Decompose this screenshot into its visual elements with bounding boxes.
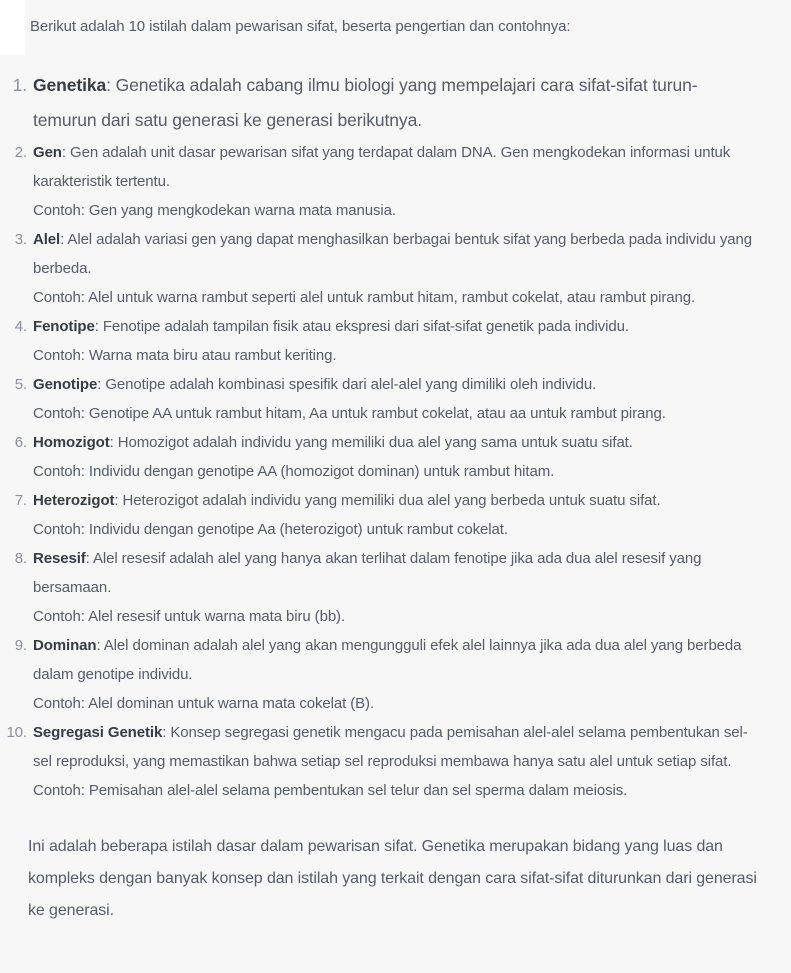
terms-list [0,68,791,805]
list-item-content [33,225,760,312]
term-definition-text: : Alel adalah variasi gen yang dapat menghasilkan berbagai bentuk sifat yang berbeda pada individu yang berbeda. [33,231,752,277]
term-definition [33,631,760,689]
term-name: Homozigot [33,434,110,451]
list-item-number: 6. [14,434,27,451]
term-name: Resesif [33,550,86,567]
term-name: Gen [33,144,62,161]
term-name: Genetika [33,75,107,95]
list-item-content [33,631,760,718]
list-item-number: 1. [12,75,27,95]
list-item [0,486,791,544]
list-item [0,428,791,486]
term-definition [33,68,760,138]
list-item-number: 9. [14,637,27,654]
term-definition-text: : Gen adalah unit dasar pewarisan sifat yang terdapat dalam DNA. Gen mengkodekan informasi untuk karakteristik tertentu. [33,144,731,190]
term-example: Contoh: Individu dengan genotipe AA (homozigot dominan) untuk rambut hitam. [33,463,555,480]
list-item-content [33,312,760,370]
term-name: Genotipe [33,376,98,393]
top-left-white-corner [0,0,25,55]
term-definition [33,225,760,283]
term-name: Heterozigot [33,492,115,509]
term-definition-text: : Genotipe adalah kombinasi spesifik dari alel-alel yang dimiliki oleh individu. [97,376,597,393]
list-item-content [33,370,760,428]
list-item-content [33,68,760,138]
list-item-content [33,718,760,805]
term-name: Segregasi Genetik [33,724,163,741]
term-name: Fenotipe [33,318,95,335]
list-item-number: 8. [14,550,27,567]
term-definition [33,486,760,515]
list-item [0,138,791,225]
term-name: Dominan [33,637,97,654]
term-definition [33,428,760,457]
term-example: Contoh: Genotipe AA untuk rambut hitam, Aa untuk rambut cokelat, atau aa untuk rambut pirang. [33,405,666,422]
list-item-content [33,486,760,544]
term-definition [33,138,760,196]
term-definition-text: : Homozigot adalah individu yang memiliki dua alel yang sama untuk suatu sifat. [109,434,633,451]
term-definition-text: : Alel dominan adalah alel yang akan mengungguli efek alel lainnya jika ada dua alel yang berbeda dalam genotipe individu. [33,637,742,683]
list-item [0,631,791,718]
list-item-content [33,138,760,225]
term-definition [33,370,760,399]
term-definition-text: : Heterozigot adalah individu yang memiliki dua alel yang berbeda untuk suatu sifat. [114,492,661,509]
term-example: Contoh: Alel dominan untuk warna mata cokelat (B). [33,695,375,712]
term-example: Contoh: Alel untuk warna rambut seperti alel untuk rambut hitam, rambut cokelat, atau rambut pirang. [33,289,696,306]
term-definition-text: : Konsep segregasi genetik mengacu pada pemisahan alel-alel selama pembentukan sel-sel reproduksi, yang memastikan bahwa setiap sel reproduksi membawa hanya satu alel untuk setiap sifat. [33,724,748,770]
term-definition-text: : Genetika adalah cabang ilmu biologi yang mempelajari cara sifat-sifat turun-temurun dari satu generasi ke generasi berikutnya. [33,75,698,130]
list-item-number: 4. [14,318,27,335]
term-definition [33,312,760,341]
list-item [0,718,791,805]
list-item-content [33,544,760,631]
list-item [0,370,791,428]
term-definition [33,718,760,776]
term-definition-text: : Fenotipe adalah tampilan fisik atau ekspresi dari sifat-sifat genetik pada individu. [94,318,629,335]
list-item-number: 7. [14,492,27,509]
term-example: Contoh: Gen yang mengkodekan warna mata manusia. [33,202,396,219]
term-name: Alel [33,231,61,248]
list-item-number: 5. [14,376,27,393]
term-example: Contoh: Warna mata biru atau rambut keriting. [33,347,337,364]
list-item-number: 2. [14,144,27,161]
list-item [0,544,791,631]
closing-paragraph: Ini adalah beberapa istilah dasar dalam pewarisan sifat. Genetika merupakan bidang yang luas dan kompleks dengan banyak konsep dan istilah yang terkait dengan cara sifat-sifat diturunkan dari generasi ke generasi. [28,838,757,919]
list-item [0,225,791,312]
term-example: Contoh: Individu dengan genotipe Aa (heterozigot) untuk rambut cokelat. [33,521,508,538]
term-definition [33,544,760,602]
intro-paragraph: Berikut adalah 10 istilah dalam pewarisan sifat, beserta pengertian dan contohnya: [30,18,571,35]
term-example: Contoh: Alel resesif untuk warna mata biru (bb). [33,608,346,625]
list-item [0,312,791,370]
list-item-number: 10. [6,724,27,741]
list-item-number: 3. [14,231,27,248]
term-example: Contoh: Pemisahan alel-alel selama pembentukan sel telur dan sel sperma dalam meiosis. [33,782,628,799]
list-item [0,68,791,138]
term-definition-text: : Alel resesif adalah alel yang hanya akan terlihat dalam fenotipe jika ada dua alel resesif yang bersamaan. [33,550,702,596]
list-item-content [33,428,760,486]
